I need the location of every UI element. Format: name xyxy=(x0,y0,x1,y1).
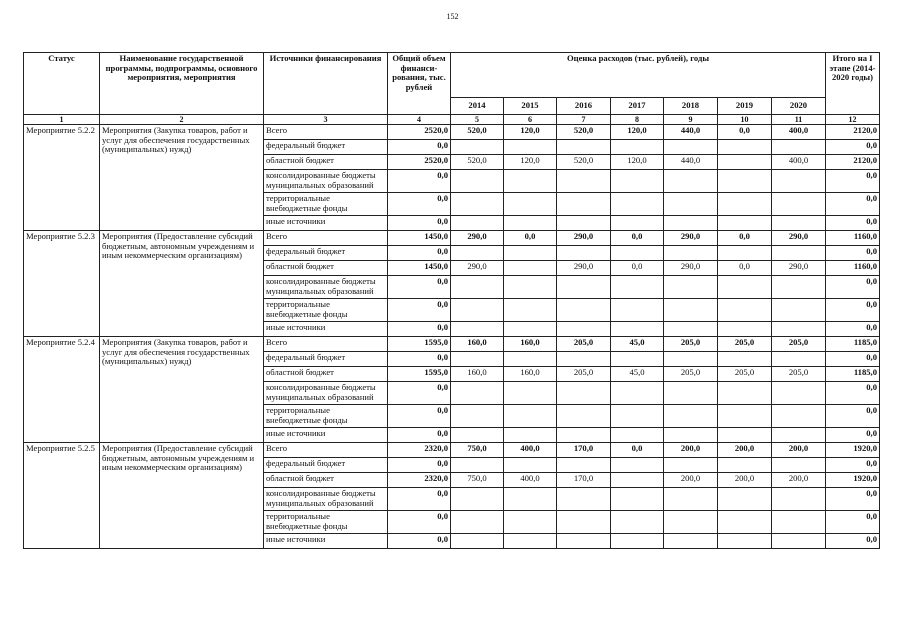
year-value-cell xyxy=(557,276,611,299)
year-value-cell xyxy=(772,534,826,549)
year-value-cell: 440,0 xyxy=(664,125,718,140)
year-value-cell xyxy=(504,352,557,367)
year-value-cell xyxy=(611,428,664,443)
header-name: Наименование государственной программы, подпрограммы, основного мероприятия, мероприятия xyxy=(100,53,264,115)
itogo-cell: 1185,0 xyxy=(826,337,880,352)
itogo-cell: 0,0 xyxy=(826,488,880,511)
itogo-cell: 0,0 xyxy=(826,352,880,367)
year-value-cell: 205,0 xyxy=(557,367,611,382)
year-value-cell xyxy=(611,382,664,405)
year-value-cell xyxy=(664,458,718,473)
year-value-cell xyxy=(451,428,504,443)
year-value-cell: 120,0 xyxy=(504,155,557,170)
year-value-cell xyxy=(451,458,504,473)
year-value-cell xyxy=(557,428,611,443)
year-value-cell xyxy=(557,352,611,367)
year-value-cell xyxy=(772,193,826,216)
source-cell: федеральный бюджет xyxy=(264,246,388,261)
year-value-cell xyxy=(611,405,664,428)
source-cell: консолидированные бюджеты муниципальных образований xyxy=(264,382,388,405)
year-value-cell: 170,0 xyxy=(557,443,611,458)
year-value-cell: 205,0 xyxy=(718,367,772,382)
year-value-cell xyxy=(664,193,718,216)
itogo-cell: 0,0 xyxy=(826,170,880,193)
year-value-cell: 400,0 xyxy=(504,473,557,488)
year-value-cell xyxy=(718,352,772,367)
year-value-cell xyxy=(504,322,557,337)
year-value-cell: 205,0 xyxy=(664,367,718,382)
year-value-cell xyxy=(451,511,504,534)
col-number: 12 xyxy=(826,115,880,125)
year-value-cell: 520,0 xyxy=(451,125,504,140)
year-value-cell: 200,0 xyxy=(772,473,826,488)
header-status: Статус xyxy=(24,53,100,115)
year-value-cell xyxy=(664,246,718,261)
year-value-cell: 0,0 xyxy=(718,261,772,276)
year-value-cell xyxy=(504,170,557,193)
year-value-cell xyxy=(451,193,504,216)
year-value-cell xyxy=(664,299,718,322)
year-value-cell xyxy=(451,216,504,231)
year-value-cell xyxy=(451,246,504,261)
year-value-cell xyxy=(611,488,664,511)
year-value-cell xyxy=(718,488,772,511)
year-value-cell xyxy=(664,276,718,299)
year-value-cell: 520,0 xyxy=(557,125,611,140)
source-cell: федеральный бюджет xyxy=(264,140,388,155)
year-value-cell xyxy=(772,488,826,511)
year-value-cell xyxy=(664,534,718,549)
year-value-cell xyxy=(504,299,557,322)
year-value-cell xyxy=(451,405,504,428)
total-cell: 0,0 xyxy=(388,511,451,534)
itogo-cell: 1920,0 xyxy=(826,443,880,458)
year-value-cell: 200,0 xyxy=(718,473,772,488)
year-value-cell xyxy=(611,216,664,231)
total-cell: 0,0 xyxy=(388,534,451,549)
year-value-cell xyxy=(772,322,826,337)
year-value-cell xyxy=(451,322,504,337)
year-value-cell xyxy=(664,488,718,511)
year-value-cell xyxy=(611,299,664,322)
year-value-cell xyxy=(718,216,772,231)
status-cell: Мероприятие 5.2.4 xyxy=(24,337,100,443)
total-cell: 0,0 xyxy=(388,216,451,231)
year-value-cell xyxy=(451,352,504,367)
year-value-cell xyxy=(718,428,772,443)
source-cell: Всего xyxy=(264,231,388,246)
total-cell: 1595,0 xyxy=(388,367,451,382)
itogo-cell: 0,0 xyxy=(826,405,880,428)
year-value-cell: 0,0 xyxy=(718,125,772,140)
source-cell: федеральный бюджет xyxy=(264,352,388,367)
year-value-cell: 0,0 xyxy=(611,261,664,276)
year-value-cell xyxy=(504,511,557,534)
col-number: 8 xyxy=(611,115,664,125)
year-value-cell: 200,0 xyxy=(772,443,826,458)
itogo-cell: 0,0 xyxy=(826,382,880,405)
status-cell: Мероприятие 5.2.5 xyxy=(24,443,100,549)
table-row xyxy=(24,443,880,458)
total-cell: 0,0 xyxy=(388,193,451,216)
source-cell: федеральный бюджет xyxy=(264,458,388,473)
total-cell: 0,0 xyxy=(388,382,451,405)
header-row xyxy=(24,53,880,98)
year-value-cell: 200,0 xyxy=(664,443,718,458)
year-value-cell xyxy=(557,170,611,193)
year-value-cell xyxy=(451,382,504,405)
year-value-cell: 0,0 xyxy=(611,231,664,246)
year-value-cell xyxy=(772,405,826,428)
total-cell: 2320,0 xyxy=(388,443,451,458)
col-number: 1 xyxy=(24,115,100,125)
total-cell: 2320,0 xyxy=(388,473,451,488)
year-value-cell xyxy=(611,276,664,299)
year-value-cell xyxy=(772,170,826,193)
col-number: 5 xyxy=(451,115,504,125)
itogo-cell: 1160,0 xyxy=(826,261,880,276)
col-number: 9 xyxy=(664,115,718,125)
year-value-cell: 290,0 xyxy=(557,261,611,276)
year-value-cell xyxy=(557,511,611,534)
year-value-cell: 290,0 xyxy=(451,261,504,276)
total-cell: 0,0 xyxy=(388,140,451,155)
year-value-cell xyxy=(772,140,826,155)
total-cell: 2520,0 xyxy=(388,155,451,170)
itogo-cell: 0,0 xyxy=(826,428,880,443)
itogo-cell: 2120,0 xyxy=(826,155,880,170)
year-value-cell xyxy=(557,458,611,473)
total-cell: 2520,0 xyxy=(388,125,451,140)
table-row xyxy=(24,231,880,246)
year-value-cell: 160,0 xyxy=(451,367,504,382)
year-value-cell xyxy=(772,458,826,473)
total-cell: 1595,0 xyxy=(388,337,451,352)
year-value-cell xyxy=(664,140,718,155)
table-row xyxy=(24,337,880,352)
col-number: 4 xyxy=(388,115,451,125)
source-cell: иные источники xyxy=(264,322,388,337)
header-year: 2015 xyxy=(504,98,557,115)
source-cell: иные источники xyxy=(264,216,388,231)
year-value-cell: 160,0 xyxy=(504,367,557,382)
year-value-cell xyxy=(718,322,772,337)
total-cell: 0,0 xyxy=(388,405,451,428)
year-value-cell xyxy=(718,511,772,534)
year-value-cell xyxy=(772,299,826,322)
year-value-cell: 120,0 xyxy=(611,155,664,170)
header-itogo: Итого на I этапе (2014-2020 годы) xyxy=(826,53,880,115)
itogo-cell: 0,0 xyxy=(826,246,880,261)
year-value-cell xyxy=(611,193,664,216)
year-value-cell xyxy=(504,428,557,443)
source-cell: областной бюджет xyxy=(264,261,388,276)
year-value-cell xyxy=(772,428,826,443)
year-value-cell xyxy=(664,382,718,405)
year-value-cell: 160,0 xyxy=(451,337,504,352)
itogo-cell: 0,0 xyxy=(826,216,880,231)
itogo-cell: 0,0 xyxy=(826,140,880,155)
itogo-cell: 0,0 xyxy=(826,322,880,337)
year-value-cell: 290,0 xyxy=(664,231,718,246)
year-value-cell xyxy=(718,405,772,428)
year-value-cell xyxy=(611,352,664,367)
year-value-cell: 45,0 xyxy=(611,337,664,352)
year-value-cell xyxy=(504,488,557,511)
year-value-cell xyxy=(504,246,557,261)
status-cell: Мероприятие 5.2.2 xyxy=(24,125,100,231)
year-value-cell xyxy=(772,511,826,534)
year-value-cell: 0,0 xyxy=(718,231,772,246)
year-value-cell: 120,0 xyxy=(504,125,557,140)
year-value-cell xyxy=(664,405,718,428)
source-cell: Всего xyxy=(264,337,388,352)
year-value-cell xyxy=(718,299,772,322)
year-value-cell xyxy=(611,322,664,337)
year-value-cell xyxy=(504,140,557,155)
total-cell: 0,0 xyxy=(388,170,451,193)
budget-table xyxy=(23,52,880,549)
header-year: 2017 xyxy=(611,98,664,115)
year-value-cell xyxy=(718,170,772,193)
year-value-cell: 400,0 xyxy=(772,155,826,170)
year-value-cell: 45,0 xyxy=(611,367,664,382)
year-value-cell xyxy=(611,458,664,473)
col-number: 7 xyxy=(557,115,611,125)
year-value-cell: 120,0 xyxy=(611,125,664,140)
itogo-cell: 0,0 xyxy=(826,193,880,216)
header-year: 2018 xyxy=(664,98,718,115)
year-value-cell: 205,0 xyxy=(772,337,826,352)
year-value-cell: 750,0 xyxy=(451,473,504,488)
column-numbers-row xyxy=(24,115,880,125)
year-value-cell: 205,0 xyxy=(772,367,826,382)
year-value-cell xyxy=(718,458,772,473)
source-cell: территориальные внебюджетные фонды xyxy=(264,405,388,428)
year-value-cell: 0,0 xyxy=(504,231,557,246)
year-value-cell: 205,0 xyxy=(557,337,611,352)
year-value-cell xyxy=(611,140,664,155)
year-value-cell xyxy=(718,193,772,216)
source-cell: Всего xyxy=(264,125,388,140)
year-value-cell xyxy=(664,352,718,367)
year-value-cell xyxy=(451,488,504,511)
year-value-cell xyxy=(664,322,718,337)
col-number: 2 xyxy=(100,115,264,125)
year-value-cell xyxy=(557,216,611,231)
itogo-cell: 1160,0 xyxy=(826,231,880,246)
year-value-cell xyxy=(504,458,557,473)
source-cell: консолидированные бюджеты муниципальных образований xyxy=(264,488,388,511)
year-value-cell xyxy=(557,246,611,261)
year-value-cell xyxy=(557,140,611,155)
col-number: 3 xyxy=(264,115,388,125)
year-value-cell xyxy=(718,534,772,549)
year-value-cell xyxy=(451,140,504,155)
year-value-cell: 750,0 xyxy=(451,443,504,458)
year-value-cell xyxy=(557,382,611,405)
total-cell: 0,0 xyxy=(388,488,451,511)
itogo-cell: 2120,0 xyxy=(826,125,880,140)
year-value-cell xyxy=(611,511,664,534)
source-cell: иные источники xyxy=(264,534,388,549)
year-value-cell xyxy=(504,405,557,428)
year-value-cell: 200,0 xyxy=(718,443,772,458)
header-year: 2020 xyxy=(772,98,826,115)
year-value-cell xyxy=(772,352,826,367)
total-cell: 1450,0 xyxy=(388,231,451,246)
total-cell: 0,0 xyxy=(388,322,451,337)
year-value-cell xyxy=(718,276,772,299)
year-value-cell xyxy=(611,534,664,549)
itogo-cell: 0,0 xyxy=(826,511,880,534)
name-cell: Мероприятия (Предоставление субсидий бюджетным, автономным учреждениям и иным некоммерческим организациям) xyxy=(100,231,264,337)
year-value-cell: 290,0 xyxy=(557,231,611,246)
source-cell: территориальные внебюджетные фонды xyxy=(264,511,388,534)
year-value-cell xyxy=(772,276,826,299)
year-value-cell: 440,0 xyxy=(664,155,718,170)
header-year: 2019 xyxy=(718,98,772,115)
header-year: 2016 xyxy=(557,98,611,115)
name-cell: Мероприятия (Предоставление субсидий бюджетным, автономным учреждениям и иным некоммерческим организациям) xyxy=(100,443,264,549)
year-value-cell: 0,0 xyxy=(611,443,664,458)
year-value-cell xyxy=(664,216,718,231)
year-value-cell xyxy=(557,322,611,337)
source-cell: территориальные внебюджетные фонды xyxy=(264,299,388,322)
year-value-cell xyxy=(772,246,826,261)
year-value-cell: 205,0 xyxy=(664,337,718,352)
total-cell: 0,0 xyxy=(388,458,451,473)
col-number: 6 xyxy=(504,115,557,125)
year-value-cell xyxy=(718,140,772,155)
year-value-cell xyxy=(664,428,718,443)
source-cell: Всего xyxy=(264,443,388,458)
year-value-cell xyxy=(451,534,504,549)
year-value-cell xyxy=(451,276,504,299)
year-value-cell xyxy=(504,216,557,231)
total-cell: 0,0 xyxy=(388,428,451,443)
itogo-cell: 1185,0 xyxy=(826,367,880,382)
year-value-cell xyxy=(557,193,611,216)
total-cell: 1450,0 xyxy=(388,261,451,276)
year-value-cell xyxy=(557,488,611,511)
total-cell: 0,0 xyxy=(388,276,451,299)
year-value-cell: 205,0 xyxy=(718,337,772,352)
year-value-cell xyxy=(504,534,557,549)
year-value-cell: 400,0 xyxy=(772,125,826,140)
page-number: 152 xyxy=(446,12,459,21)
year-value-cell xyxy=(504,193,557,216)
source-cell: областной бюджет xyxy=(264,155,388,170)
year-value-cell xyxy=(451,170,504,193)
col-number: 11 xyxy=(772,115,826,125)
source-cell: областной бюджет xyxy=(264,473,388,488)
source-cell: консолидированные бюджеты муниципальных образований xyxy=(264,170,388,193)
source-cell: иные источники xyxy=(264,428,388,443)
year-value-cell: 290,0 xyxy=(664,261,718,276)
year-value-cell xyxy=(718,246,772,261)
source-cell: областной бюджет xyxy=(264,367,388,382)
year-value-cell: 170,0 xyxy=(557,473,611,488)
year-value-cell xyxy=(504,382,557,405)
year-value-cell xyxy=(772,216,826,231)
itogo-cell: 0,0 xyxy=(826,299,880,322)
year-value-cell xyxy=(611,246,664,261)
year-value-cell xyxy=(611,170,664,193)
table-row xyxy=(24,125,880,140)
itogo-cell: 0,0 xyxy=(826,534,880,549)
year-value-cell xyxy=(451,299,504,322)
name-cell: Мероприятия (Закупка товаров, работ и услуг для обеспечения государственных (муниципальных) нужд) xyxy=(100,337,264,443)
itogo-cell: 0,0 xyxy=(826,458,880,473)
year-value-cell xyxy=(772,382,826,405)
year-value-cell: 520,0 xyxy=(451,155,504,170)
source-cell: территориальные внебюджетные фонды xyxy=(264,193,388,216)
year-value-cell: 160,0 xyxy=(504,337,557,352)
header-year: 2014 xyxy=(451,98,504,115)
name-cell: Мероприятия (Закупка товаров, работ и услуг для обеспечения государственных (муниципальных) нужд) xyxy=(100,125,264,231)
year-value-cell: 290,0 xyxy=(772,261,826,276)
year-value-cell: 290,0 xyxy=(451,231,504,246)
header-sources: Источники финансирования xyxy=(264,53,388,115)
total-cell: 0,0 xyxy=(388,299,451,322)
itogo-cell: 1920,0 xyxy=(826,473,880,488)
year-value-cell xyxy=(557,534,611,549)
header-total: Общий объем финанси-рования, тыс. рублей xyxy=(388,53,451,115)
header-estimate: Оценка расходов (тыс. рублей), годы xyxy=(451,53,826,98)
total-cell: 0,0 xyxy=(388,352,451,367)
year-value-cell: 200,0 xyxy=(664,473,718,488)
year-value-cell: 290,0 xyxy=(772,231,826,246)
source-cell: консолидированные бюджеты муниципальных образований xyxy=(264,276,388,299)
status-cell: Мероприятие 5.2.3 xyxy=(24,231,100,337)
year-value-cell xyxy=(504,276,557,299)
year-value-cell xyxy=(664,511,718,534)
year-value-cell xyxy=(611,473,664,488)
year-value-cell: 400,0 xyxy=(504,443,557,458)
col-number: 10 xyxy=(718,115,772,125)
year-value-cell xyxy=(718,155,772,170)
year-value-cell: 520,0 xyxy=(557,155,611,170)
year-value-cell xyxy=(504,261,557,276)
year-value-cell xyxy=(718,382,772,405)
year-value-cell xyxy=(557,299,611,322)
year-value-cell xyxy=(664,170,718,193)
total-cell: 0,0 xyxy=(388,246,451,261)
itogo-cell: 0,0 xyxy=(826,276,880,299)
year-value-cell xyxy=(557,405,611,428)
